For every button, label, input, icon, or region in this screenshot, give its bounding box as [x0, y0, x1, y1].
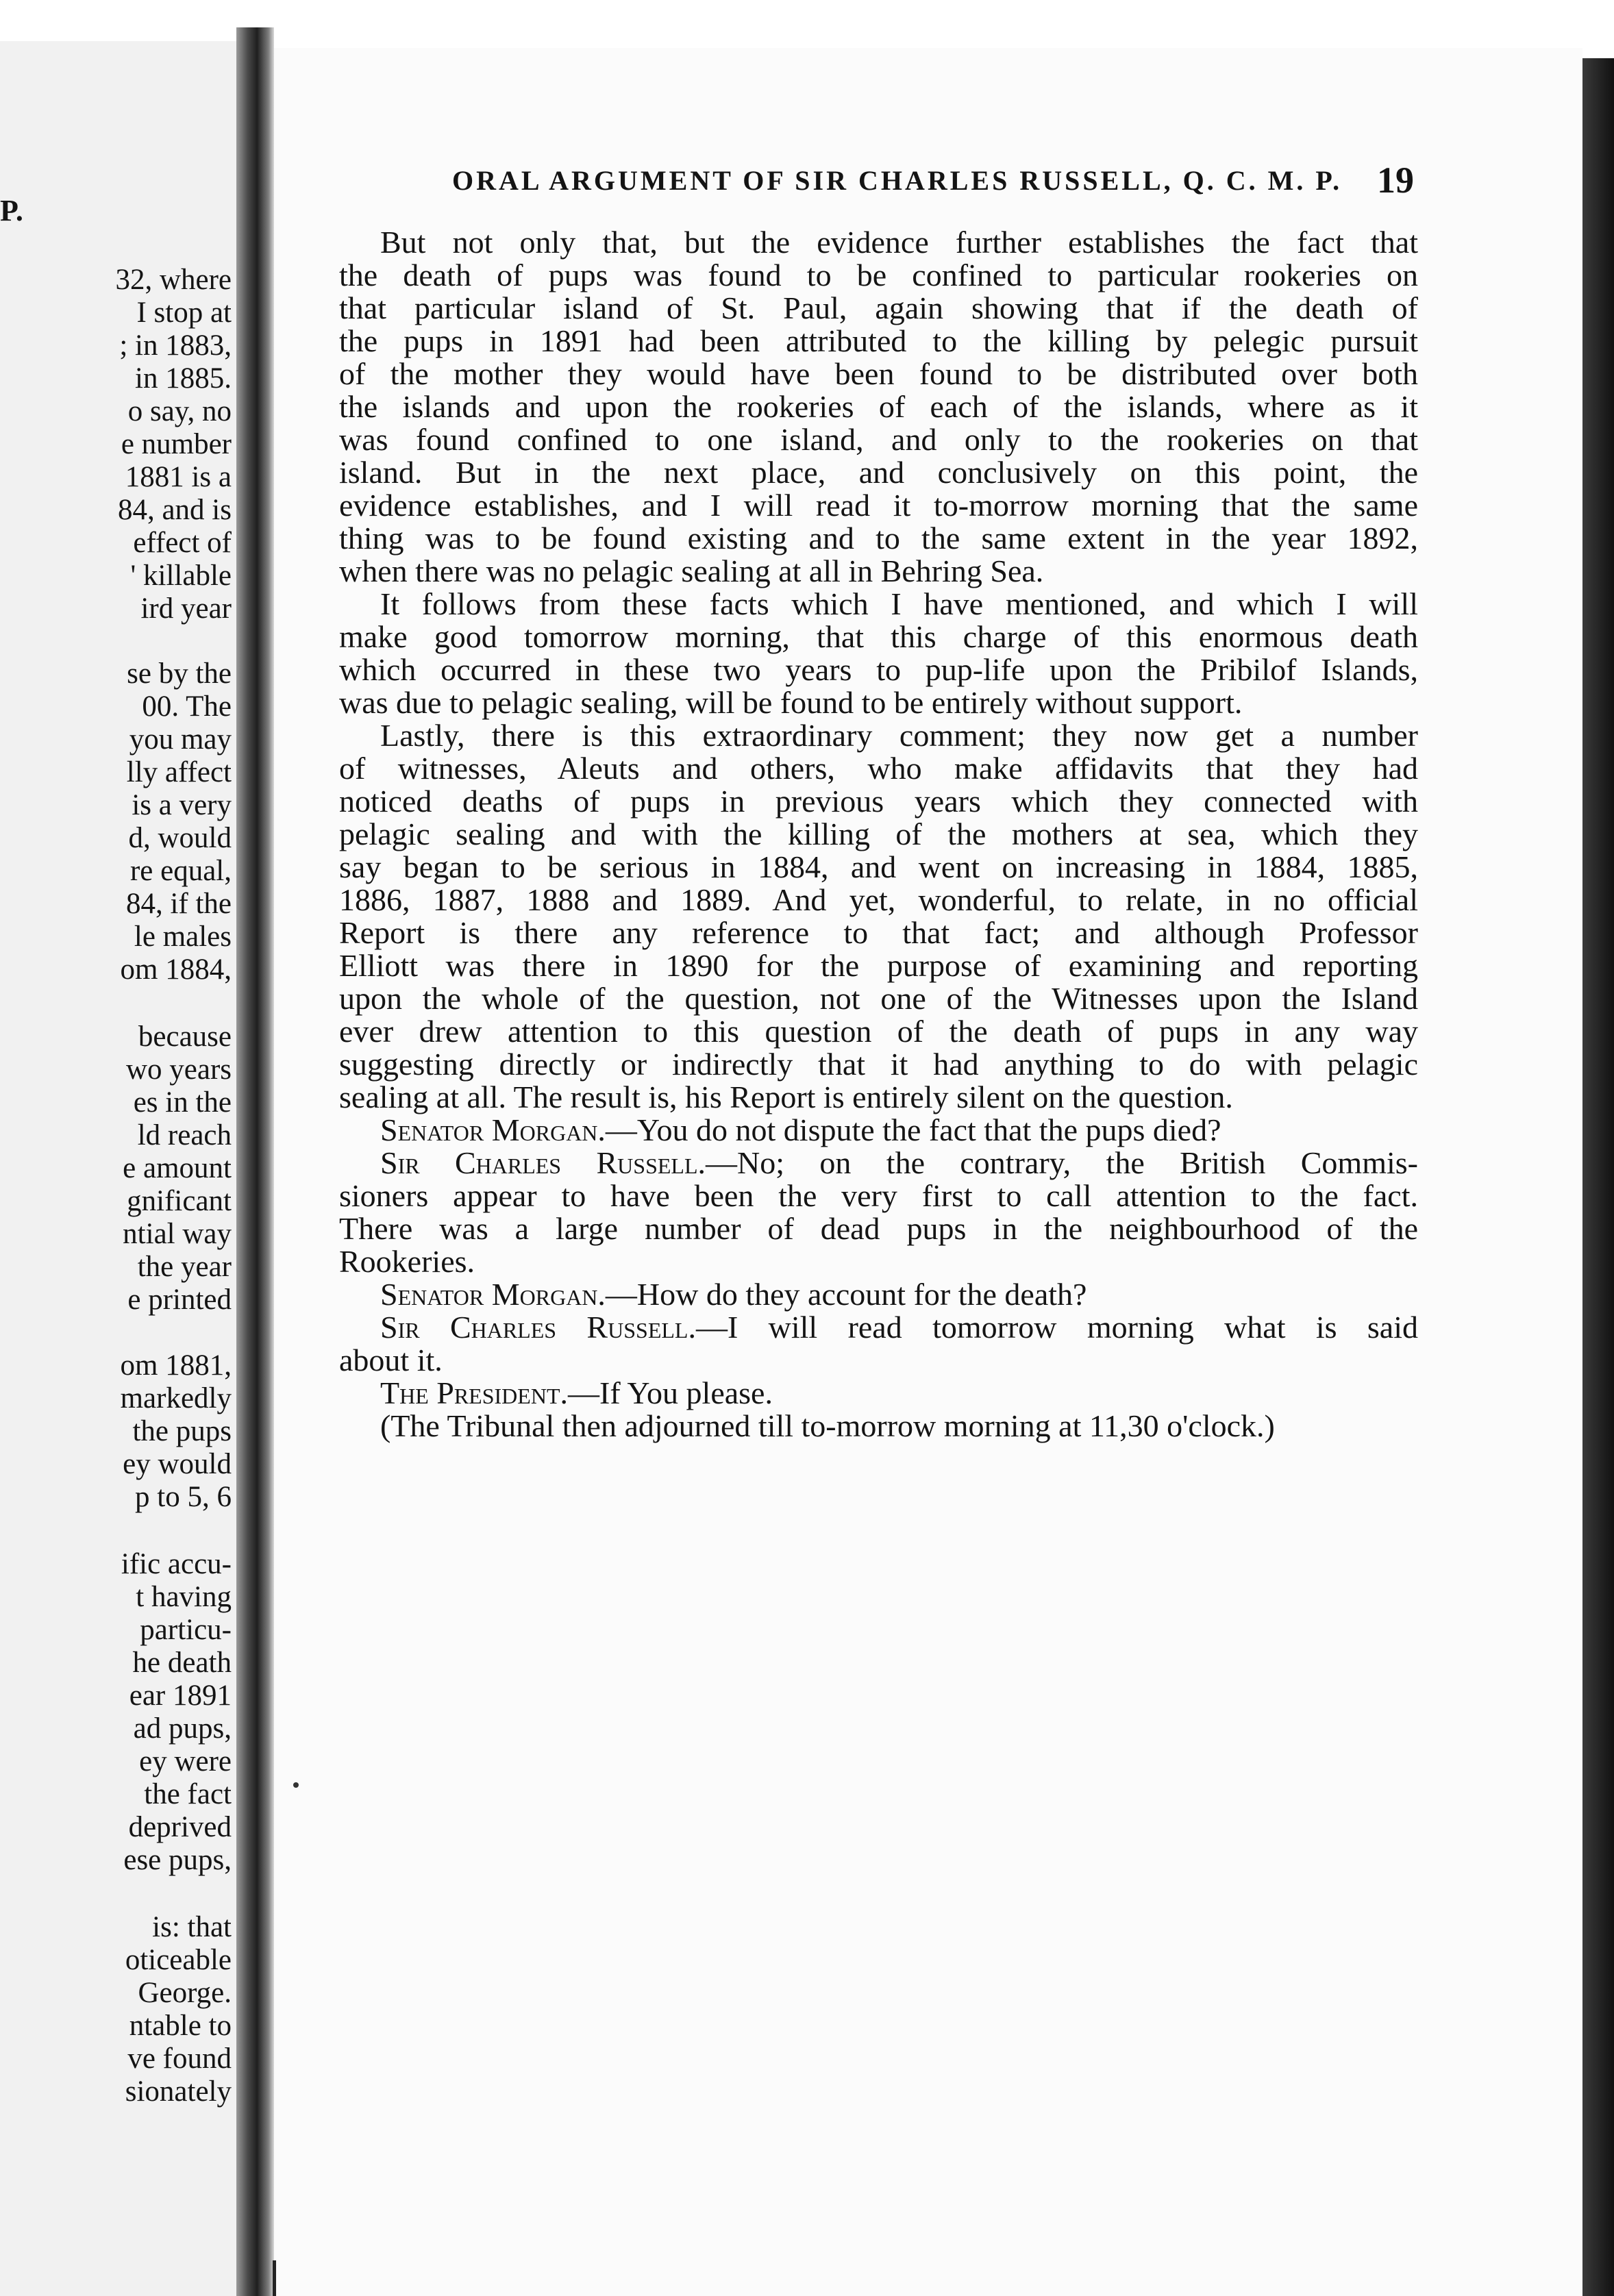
left-page-line: George.	[138, 1977, 232, 2009]
left-page-line: om 1881,	[120, 1349, 232, 1382]
left-page-line: ntable to	[129, 2010, 232, 2042]
text-line	[339, 1377, 1418, 1410]
line-text: —You do not dispute the fact that the pups died?	[605, 1112, 1221, 1147]
left-page-line: he death	[132, 1647, 232, 1679]
text-line	[339, 1015, 1418, 1048]
text-line	[339, 621, 1418, 653]
line-text: Report is there any reference to that fact; and although Professor	[339, 915, 1418, 950]
body-text	[339, 226, 1418, 1443]
left-page-line: se by the	[127, 658, 232, 690]
line-text: Lastly, there is this extraordinary comment; they now get a number	[380, 718, 1418, 753]
left-page-line: e printed	[127, 1284, 232, 1316]
text-line	[339, 653, 1418, 686]
line-text: —If You please.	[568, 1375, 773, 1410]
line-text: suggesting directly or indirectly that it had anything to do with pelagic	[339, 1047, 1418, 1082]
line-text: evidence establishes, and I will read it to-morrow morning that the same	[339, 488, 1418, 523]
text-line	[339, 752, 1418, 785]
left-page-line: deprived	[128, 1811, 232, 1843]
text-line	[339, 390, 1418, 423]
line-text: the pups in 1891 had been attributed to the killing by pelegic pursuit	[339, 323, 1418, 358]
speaker-name: Sir Charles Russell.	[380, 1145, 706, 1180]
left-page-line: effect of	[133, 527, 232, 559]
left-page-line: o say, no	[127, 395, 232, 427]
line-text: pelagic sealing and with the killing of the mothers at sea, which they	[339, 816, 1418, 851]
line-text: which occurred in these two years to pup-life upon the Pribilof Islands,	[339, 652, 1418, 687]
left-page-line: ' killable	[130, 560, 232, 592]
text-line	[339, 1212, 1418, 1245]
left-page-line: le males	[134, 921, 232, 953]
line-text: But not only that, but the evidence further establishes the fact that	[380, 225, 1418, 260]
left-page-line: wo years	[125, 1053, 232, 1086]
line-text: thing was to be found existing and to the same extent in the year 1892,	[339, 521, 1418, 556]
line-text: —How do they account for the death?	[605, 1277, 1087, 1312]
line-text: ever drew attention to this question of the death of pups in any way	[339, 1014, 1418, 1049]
left-page-line: the pups	[132, 1415, 232, 1447]
left-page-line: ey were	[139, 1745, 232, 1777]
left-page-line: d, would	[128, 822, 232, 854]
line-text: was due to pelagic sealing, will be found to be entirely without support.	[339, 685, 1243, 720]
line-text: say began to be serious in 1884, and went on increasing in 1884, 1885,	[339, 849, 1418, 884]
page-edge-shadow	[1582, 58, 1614, 2296]
text-line	[339, 949, 1418, 982]
text-line	[339, 522, 1418, 555]
left-page-header-fragment: P.	[0, 194, 23, 227]
left-page-line: ve found	[127, 2043, 232, 2075]
speaker-name: Senator Morgan.	[380, 1277, 606, 1312]
page-number: 19	[1377, 160, 1414, 201]
left-page-line: ad pups,	[133, 1712, 232, 1745]
left-page-line: the year	[137, 1251, 232, 1283]
text-line	[339, 555, 1418, 588]
text-line	[339, 818, 1418, 851]
text-line	[339, 1278, 1418, 1311]
left-page	[0, 41, 236, 2296]
left-page-line: 1881 is a	[125, 461, 232, 493]
left-page-line: ntial way	[123, 1218, 232, 1250]
line-text: (The Tribunal then adjourned till to-morrow morning at 11,30 o'clock.)	[380, 1408, 1275, 1443]
text-line	[339, 423, 1418, 456]
line-text: —I will read tomorrow morning what is said	[695, 1310, 1418, 1345]
text-line	[339, 1311, 1418, 1344]
speaker-name: Sir Charles Russell.	[380, 1310, 696, 1345]
left-page-line: ese pups,	[123, 1844, 232, 1876]
left-page-line: ear 1891	[129, 1680, 232, 1712]
left-page-line: particu-	[140, 1614, 232, 1646]
left-page-line: es in the	[133, 1086, 232, 1119]
line-text: make good tomorrow morning, that this charge of this enormous death	[339, 619, 1418, 654]
left-page-line: e amount	[123, 1152, 232, 1184]
left-page-line: 32, where	[115, 264, 232, 296]
line-text: It follows from these facts which I have mentioned, and which I will	[380, 586, 1418, 621]
speaker-name: The President.	[380, 1375, 568, 1410]
line-text: was found confined to one island, and only to the rookeries on that	[339, 422, 1418, 457]
left-page-line: p to 5, 6	[135, 1481, 232, 1513]
book-gutter	[236, 27, 274, 2296]
text-line	[339, 1180, 1418, 1212]
line-text: sealing at all. The result is, his Report is entirely silent on the question.	[339, 1080, 1233, 1114]
text-line	[339, 1245, 1418, 1278]
text-line	[339, 1048, 1418, 1081]
left-page-line: 00. The	[142, 690, 232, 723]
left-page-line: om 1884,	[120, 953, 232, 986]
gutter-mark	[273, 2260, 276, 2296]
left-page-line: because	[138, 1021, 232, 1053]
left-page-line: markedly	[120, 1382, 232, 1414]
text-line	[339, 358, 1418, 390]
text-line	[339, 686, 1418, 719]
line-text: island. But in the next place, and conclusively on this point, the	[339, 455, 1418, 490]
line-text: of the mother they would have been found to be distributed over both	[339, 356, 1418, 391]
line-text: There was a large number of dead pups in the neighbourhood of the	[339, 1211, 1418, 1246]
speaker-name: Senator Morgan.	[380, 1112, 606, 1147]
left-page-line: the fact	[144, 1778, 232, 1810]
running-header: ORAL ARGUMENT OF SIR CHARLES RUSSELL, Q. C. M. P.	[452, 165, 1343, 196]
line-text: —No; on the contrary, the British Commis-	[706, 1145, 1418, 1180]
left-page-line: lly affect	[126, 756, 232, 788]
left-page-line: is a very	[132, 789, 232, 821]
line-text: upon the whole of the question, not one of the Witnesses upon the Island	[339, 981, 1418, 1016]
left-page-line: ird year	[140, 592, 232, 625]
text-line	[339, 1081, 1418, 1114]
line-text: Elliott was there in 1890 for the purpose of examining and reporting	[339, 948, 1418, 983]
text-line	[339, 489, 1418, 522]
line-text: when there was no pelagic sealing at all in Behring Sea.	[339, 553, 1044, 588]
left-page-line: you may	[129, 723, 232, 756]
line-text: the death of pups was found to be confined to particular rookeries on	[339, 258, 1418, 292]
left-page-line: oticeable	[125, 1944, 232, 1976]
text-line	[339, 916, 1418, 949]
left-page-line: t having	[136, 1581, 232, 1613]
left-page-line: ld reach	[137, 1119, 232, 1151]
line-text: sioners appear to have been the very first to call attention to the fact.	[339, 1178, 1418, 1213]
left-page-line: I stop at	[136, 297, 232, 329]
line-text: about it.	[339, 1343, 443, 1377]
text-line	[339, 1410, 1418, 1443]
text-line	[339, 884, 1418, 916]
text-line	[339, 1147, 1418, 1180]
text-line	[339, 1114, 1418, 1147]
left-page-line: ific accu-	[121, 1548, 232, 1580]
line-text: 1886, 1887, 1888 and 1889. And yet, wonderful, to relate, in no official	[339, 882, 1418, 917]
text-line	[339, 851, 1418, 884]
line-text: of witnesses, Aleuts and others, who make affidavits that they had	[339, 751, 1418, 786]
left-page-line: re equal,	[129, 855, 232, 887]
text-line	[339, 982, 1418, 1015]
left-page-line: e number	[121, 428, 232, 460]
text-line	[339, 1344, 1418, 1377]
text-line	[339, 259, 1418, 292]
line-text: that particular island of St. Paul, again showing that if the death of	[339, 290, 1418, 325]
text-line	[339, 719, 1418, 752]
text-line	[339, 292, 1418, 325]
left-page-line: sionately	[125, 2075, 232, 2108]
stray-mark	[293, 1782, 299, 1788]
text-line	[339, 325, 1418, 358]
text-line	[339, 785, 1418, 818]
text-line	[339, 226, 1418, 259]
text-line	[339, 456, 1418, 489]
left-page-line: 84, and is	[117, 494, 232, 526]
left-page-line: in 1885.	[135, 362, 232, 395]
line-text: noticed deaths of pups in previous years which they connected with	[339, 784, 1418, 819]
left-page-line: gnificant	[127, 1185, 232, 1217]
text-line	[339, 588, 1418, 621]
left-page-line: 84, if the	[125, 888, 232, 920]
line-text: Rookeries.	[339, 1244, 475, 1279]
line-text: the islands and upon the rookeries of each of the islands, where as it	[339, 389, 1418, 424]
left-page-line: ; in 1883,	[119, 329, 232, 362]
left-page-line: ey would	[123, 1448, 232, 1480]
left-page-line: is: that	[152, 1911, 232, 1943]
